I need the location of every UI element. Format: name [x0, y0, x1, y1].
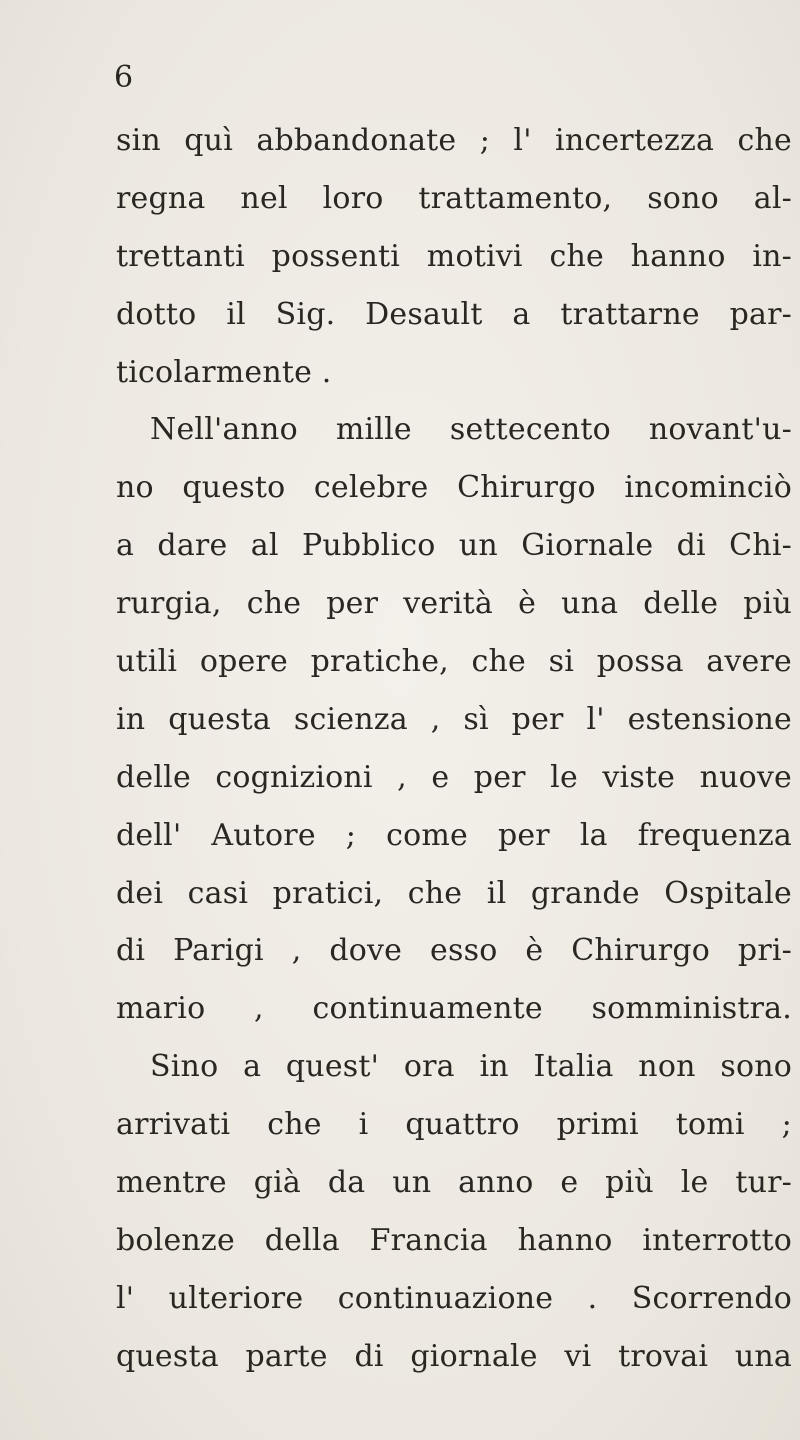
text-line: utili opere pratiche, che si possa avere — [116, 644, 792, 680]
text-line: in questa scienza , sì per l' estensione — [116, 701, 792, 737]
text-line: dei casi pratici, che il grande Ospitale — [116, 875, 792, 911]
text-line: arrivati che i quattro primi tomi ; — [116, 1107, 792, 1143]
text-line: a dare al Pubblico un Giornale di Chi- — [116, 528, 792, 564]
text-line: trettanti possenti motivi che hanno in- — [116, 238, 792, 274]
body-text — [116, 112, 792, 1386]
text-line: di Parigi , dove esso è Chirurgo pri- — [116, 933, 792, 969]
text-line: ticolarmente . — [116, 354, 332, 390]
text-line: questa parte di giornale vi trovai una — [116, 1338, 792, 1374]
text-line: Nell'anno mille settecento novant'u- — [150, 412, 792, 448]
text-line: sin quì abbandonate ; l' incertezza che — [116, 123, 792, 158]
text-line: delle cognizioni , e per le viste nuove — [116, 759, 792, 795]
page-number: 6 — [114, 60, 134, 95]
text-line: dotto il Sig. Desault a trattarne par- — [116, 296, 792, 332]
text-line: mario , continuamente somministra. — [116, 991, 792, 1027]
text-line: l' ulteriore continuazione . Scorrendo — [116, 1280, 792, 1316]
text-line: bolenze della Francia hanno interrotto — [116, 1222, 792, 1258]
text-line: mentre già da un anno e più le tur- — [116, 1165, 792, 1201]
text-line: dell' Autore ; come per la frequenza — [116, 817, 792, 853]
text-line: Sino a quest' ora in Italia non sono — [150, 1049, 792, 1085]
text-line: regna nel loro trattamento, sono al- — [116, 180, 792, 216]
text-line: no questo celebre Chirurgo incominciò — [116, 470, 792, 506]
text-line: rurgia, che per verità è una delle più — [116, 586, 792, 622]
